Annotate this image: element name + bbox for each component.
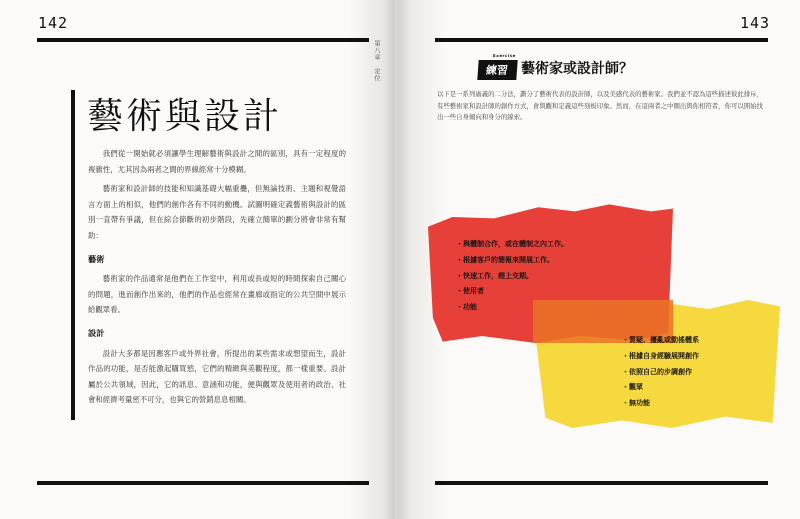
- section-text-design: 設計大多都是因應客戶或外界社會，所提出的某些需求或想望而生，設計作品的功能，是否能激起購買慾，它們的精緻與美觀程度，都一樣重要。設計屬於公共領域，因此，它的訊息、意涵和功能，便與觀眾及使用者的政治、社會和經濟考量密不可分，也與它的營銷息息相關。: [88, 348, 346, 405]
- exercise-intro: 以下是一系列廣義的二分法，劃分了藝術代表的設計師，以及美感代表的藝術家。我們並不認為這些描述彼此排斥，有些藝術家和設計師的創作方式，會與觀和定義這些刻板印象。然而，在這兩者之中圈出與你相符者，你可以開始找出一些自身傾向和身分的線索。: [437, 90, 763, 122]
- list-item: ・ 依照自己的步調創作: [622, 365, 699, 381]
- section-text-art: 藝術家的作品通常是他們在工作室中，利用或長或短的時間探索自己關心的問題，進而創作出來的，他們的作品也經常在畫廊或指定的公共空間中展示給觀眾看。: [88, 274, 346, 315]
- list-item: ・ 快速工作，趕上交期。: [456, 269, 568, 285]
- list-item: ・ 功能: [456, 300, 568, 316]
- exercise-badge-label: 練習: [485, 64, 509, 77]
- page-title: 藝術與設計: [87, 96, 283, 137]
- list-item: ・ 無功能: [622, 396, 699, 412]
- exercise-badge-small-label: Exercise: [492, 53, 517, 58]
- paragraph: 藝術家和設計師的技能和知識基礎大幅重疊，但無論技術、主題和視覺語言方面上的相似，他們的創作各有不同的動機。試圖明確定義藝術與設計的區別一直帶有爭議，但在綜合節斷的初步階段，先確立簡單的劃分將會非常有幫助：: [88, 184, 346, 240]
- page-number-right: 143: [740, 14, 771, 32]
- body-text: [88, 146, 346, 412]
- top-rule-right: [435, 38, 768, 42]
- list-item: ・ 觀眾: [622, 380, 699, 396]
- chapter-label: 第八章 定位: [373, 40, 380, 82]
- bottom-rule-left: [37, 481, 369, 485]
- list-item: ・ 質疑、擾亂或動搖體系: [622, 333, 699, 349]
- list-item: ・ 使用者: [456, 284, 568, 300]
- list-item: ・ 與體制合作，或在體制之內工作。: [456, 237, 568, 253]
- top-rule-left: [37, 38, 369, 42]
- designer-traits-list: [456, 237, 568, 316]
- left-page: [0, 0, 395, 519]
- bottom-rule-right: [435, 481, 768, 485]
- page-number-left: 142: [38, 14, 69, 32]
- exercise-badge: [477, 53, 517, 80]
- section-heading-design: 設計: [88, 327, 105, 338]
- list-item: ・ 根據自身經驗展開創作: [622, 349, 699, 365]
- exercise-title: 藝術家或設計師？: [521, 61, 633, 77]
- title-accent-bar: [71, 90, 75, 420]
- artist-traits-list: [622, 333, 699, 412]
- section-heading-art: 藝術: [88, 253, 105, 264]
- list-item: ・ 根據客戶的簡報來開展工作。: [456, 253, 568, 269]
- paragraph: 我們從一開始就必須讓學生理解藝術與設計之間的區別，具有一定程度的複雜性，尤其因為兩者之間的界線經常十分模糊。: [88, 149, 346, 174]
